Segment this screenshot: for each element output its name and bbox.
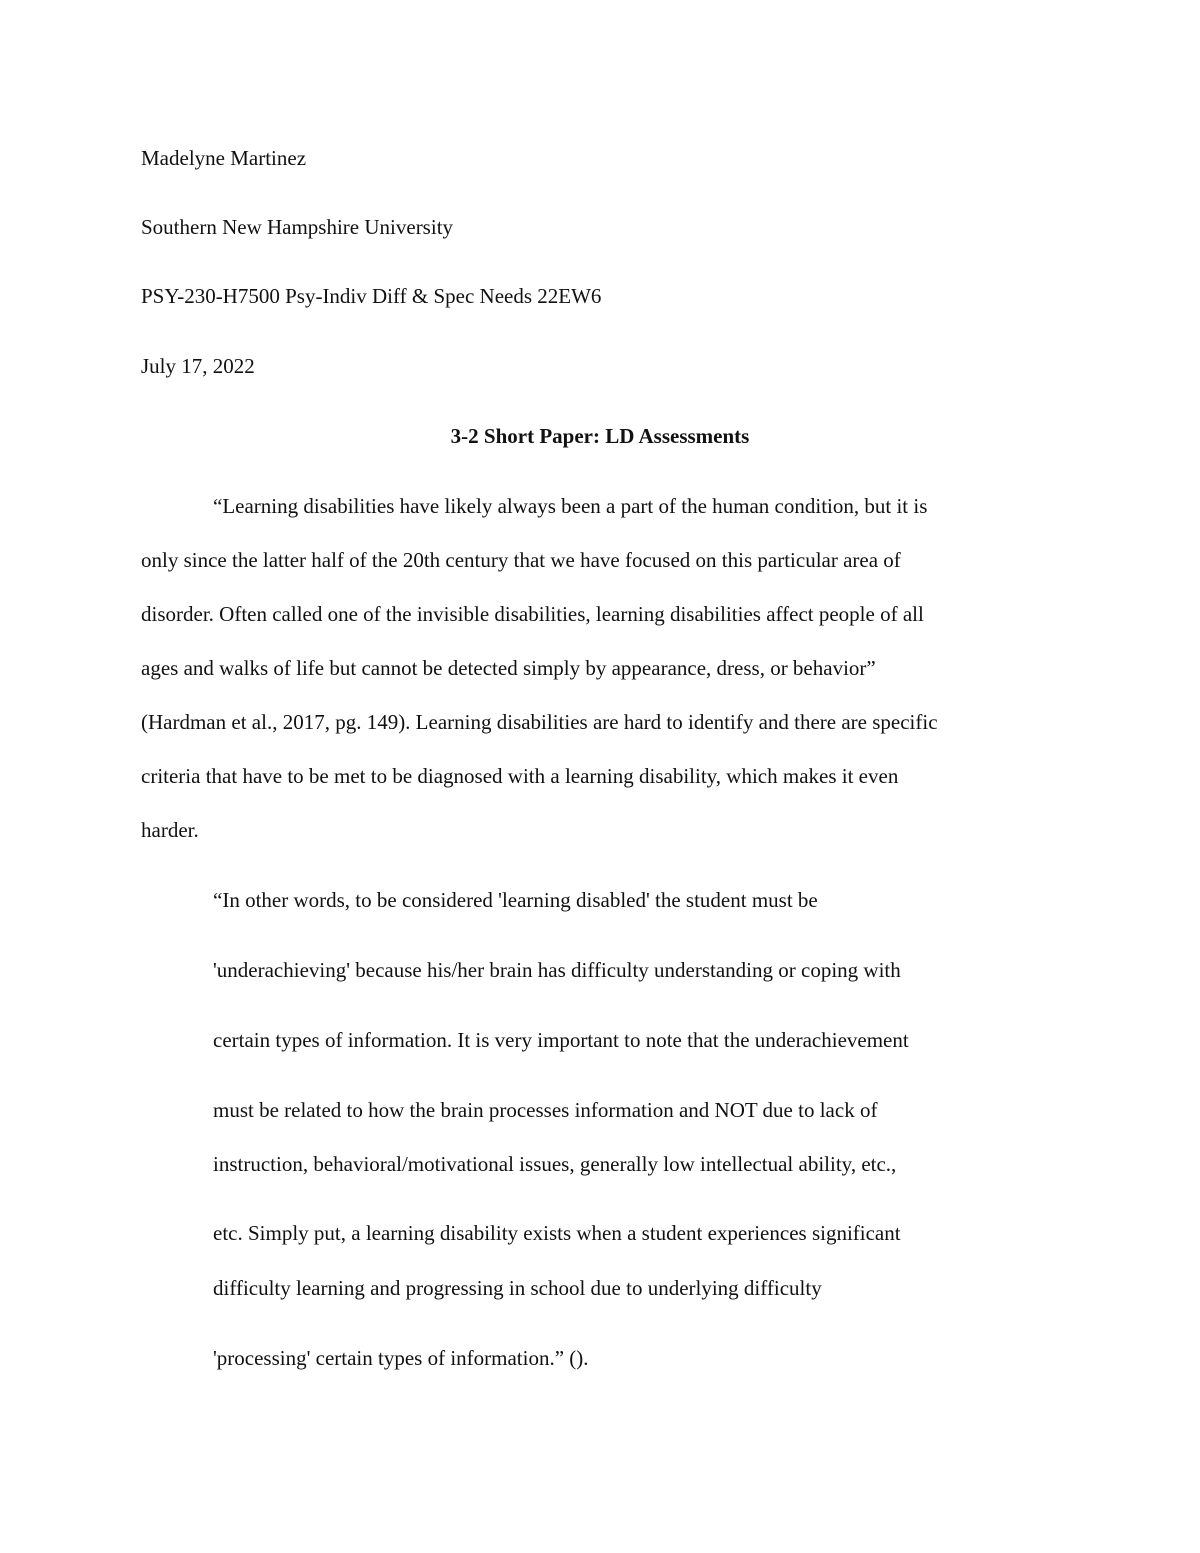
quote-line: certain types of information. It is very important to note that the underachievement	[213, 1028, 909, 1052]
paragraph-line: (Hardman et al., 2017, pg. 149). Learning disabilities are hard to identify and there are specific	[141, 710, 938, 734]
paragraph-line: criteria that have to be met to be diagnosed with a learning disability, which makes it even	[141, 764, 899, 788]
quote-line: must be related to how the brain processes information and NOT due to lack of	[213, 1098, 878, 1122]
paragraph-line: disorder. Often called one of the invisible disabilities, learning disabilities affect people of all	[141, 602, 924, 626]
paragraph-line: ages and walks of life but cannot be detected simply by appearance, dress, or behavior”	[141, 656, 876, 680]
paper-title: 3-2 Short Paper: LD Assessments	[450, 424, 750, 448]
quote-line: etc. Simply put, a learning disability exists when a student experiences significant	[213, 1221, 901, 1245]
quote-line: 'processing' certain types of information.” ().	[213, 1346, 589, 1370]
institution-name: Southern New Hampshire University	[141, 215, 454, 239]
course-name: PSY-230-H7500 Psy-Indiv Diff & Spec Needs 22EW6	[141, 284, 602, 308]
author-name: Madelyne Martinez	[141, 146, 307, 170]
paragraph-line: only since the latter half of the 20th century that we have focused on this particular area of	[141, 548, 901, 572]
quote-line: 'underachieving' because his/her brain has difficulty understanding or coping with	[213, 958, 901, 982]
quote-line: “In other words, to be considered 'learning disabled' the student must be	[213, 888, 818, 912]
paragraph-line: “Learning disabilities have likely always been a part of the human condition, but it is	[213, 494, 928, 518]
quote-line: instruction, behavioral/motivational issues, generally low intellectual ability, etc.,	[213, 1152, 897, 1176]
quote-line: difficulty learning and progressing in school due to underlying difficulty	[213, 1276, 822, 1300]
paper-date: July 17, 2022	[141, 354, 255, 378]
paragraph-line: harder.	[141, 818, 199, 842]
